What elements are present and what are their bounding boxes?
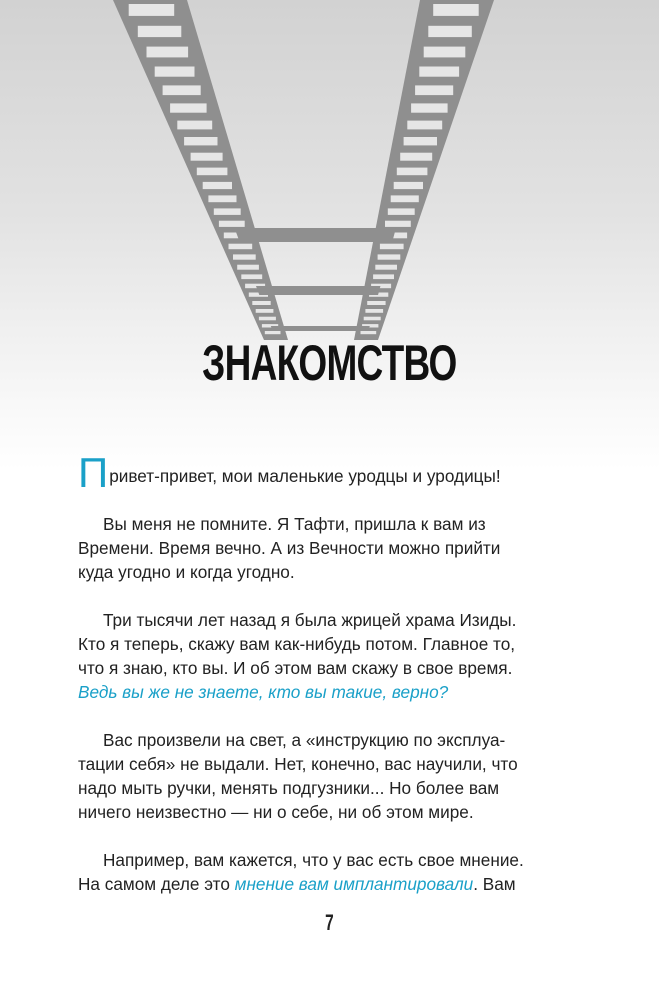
film-hole-right-22 [365,309,383,313]
film-hole-left-13 [219,221,245,227]
film-hole-right-13 [385,221,411,227]
film-hole-left-1 [138,26,182,37]
page-number: 7 [325,910,334,935]
film-hole-right-8 [400,153,432,161]
film-hole-right-3 [419,67,459,77]
film-frame-rung-2 [271,326,370,331]
film-hole-left-3 [155,67,195,77]
chapter-title: ЗНАКОМСТВО [202,335,457,391]
paragraph-4-line-4: ничего неизвестно — ни о себе, ни об этом мире. [78,802,474,822]
film-hole-right-17 [375,265,397,270]
film-hole-left-6 [177,121,212,130]
film-hole-left-7 [184,137,217,145]
film-hole-right-0 [433,4,479,16]
paragraph-4-line-3: надо мыть ручки, менять подгузники... Но более вам [78,778,500,798]
film-hole-right-5 [411,103,448,112]
film-hole-right-9 [397,168,428,176]
film-hole-right-7 [404,137,437,145]
paragraph-3-line-3: что я знаю, кто вы. И об этом вам скажу в свое время. [78,658,513,678]
film-hole-left-16 [233,254,256,259]
film-frame-rung-1 [256,286,380,295]
paragraph-1 [78,449,558,496]
paragraph-2-line-2: Времени. Время вечно. А из Вечности можно прийти [78,538,501,558]
paragraph-4-line-1: Вас произвели на свет, а «инструкцию по эксплуа- [103,730,506,750]
paragraph-3-highlight: Ведь вы же не знаете, кто вы такие, верно? [78,682,449,702]
body-text [78,449,558,896]
film-hole-left-8 [191,153,223,161]
film-hole-right-23 [364,317,381,321]
film-hole-left-23 [259,317,276,321]
film-hole-left-9 [197,168,228,176]
film-hole-left-15 [229,244,253,250]
paragraph-2-line-1: Вы меня не помните. Я Тафти, пришла к вам из [103,514,486,534]
film-hole-left-11 [208,195,236,202]
film-hole-left-21 [252,301,270,305]
film-hole-right-6 [407,121,442,130]
paragraph-5-text-before: На самом деле это [78,874,235,894]
film-hole-left-5 [170,103,207,112]
film-hole-right-10 [394,182,423,189]
film-hole-left-0 [129,4,175,16]
film-hole-right-16 [378,254,401,259]
film-hole-right-15 [380,244,404,250]
film-hole-left-18 [241,274,262,279]
film-hole-left-10 [203,182,232,189]
paragraph-2-line-3: куда угодно и когда угодно. [78,562,295,582]
film-hole-left-2 [147,47,189,58]
film-hole-right-1 [428,26,472,37]
film-hole-right-11 [391,195,419,202]
film-hole-right-18 [373,274,394,279]
film-hole-left-4 [163,85,201,95]
paragraph-5-text-after: . Вам [473,874,516,894]
paragraph-3-line-2: Кто я теперь, скажу вам как-нибудь потом. Главное то, [78,634,516,654]
film-frame-rung-0 [234,228,395,242]
paragraph-5-line-2 [78,872,558,896]
film-hole-right-2 [424,47,466,58]
paragraph-5-line-1: Например, вам кажется, что у вас есть свое мнение. [103,850,524,870]
drop-cap: П [78,449,109,496]
film-strip-ladder [113,0,494,340]
film-hole-right-12 [388,208,415,215]
film-strip-icon [0,0,659,350]
paragraph-4-line-2: тации себя» не выдали. Нет, конечно, вас научили, что [78,754,518,774]
paragraph-5-highlight: мнение вам имплантировали [234,874,474,894]
film-hole-right-4 [415,85,453,95]
film-hole-right-21 [367,301,385,305]
film-hole-left-22 [256,309,274,313]
paragraph-1-text: ривет-привет, мои маленькие уродцы и уродицы! [109,466,501,486]
film-hole-left-17 [237,265,259,270]
paragraph-3-line-1: Три тысячи лет назад я была жрицей храма Изиды. [103,610,517,630]
film-hole-left-12 [214,208,241,215]
